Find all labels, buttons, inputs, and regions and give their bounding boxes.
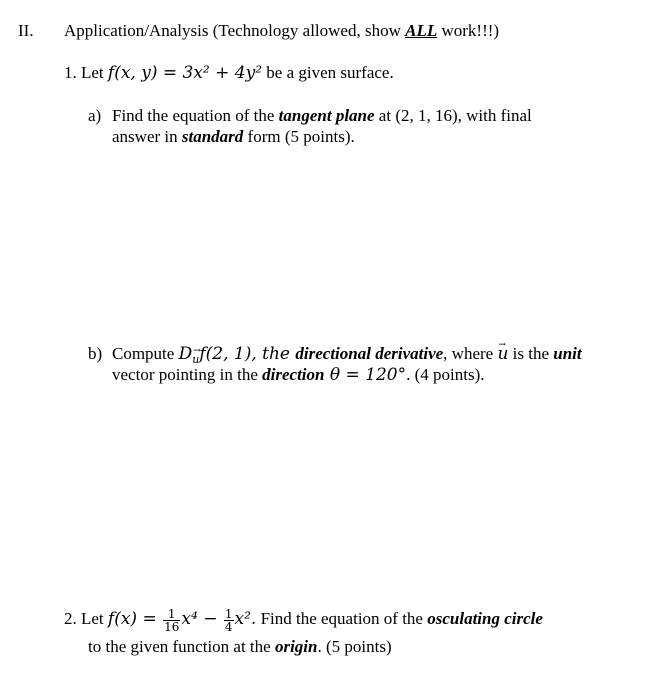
part-b-derivative-d: D — [178, 344, 193, 364]
problem1-number: 1. — [64, 63, 77, 82]
fraction-1-denominator: 16 — [164, 619, 180, 634]
part-b-text: Compute — [112, 344, 179, 363]
problem1-function: f(x, y) = 3x² + 4y² — [107, 63, 263, 83]
problem2-fraction-1 — [163, 608, 180, 633]
part-a-emphasis: tangent plane — [278, 106, 375, 125]
part-b-text-2-tail: . (4 points). — [406, 365, 485, 384]
part-a-line-2 — [112, 127, 355, 147]
part-b-theta: θ = 120° — [324, 365, 407, 385]
part-a-emphasis-2: standard — [181, 127, 244, 146]
part-a-text-2: answer in — [112, 127, 182, 146]
part-b-derivative — [179, 344, 296, 364]
problem2-emphasis: osculating circle — [427, 609, 543, 628]
part-b-text-mid: , where — [443, 344, 498, 363]
fraction-2-denominator: 4 — [224, 619, 233, 634]
part-b-text-after: is the — [508, 344, 554, 363]
part-a-label: a) — [88, 106, 102, 125]
part-b-derivative-rest: f(2, 1), the — [199, 344, 296, 364]
problem2-line-1 — [64, 604, 543, 634]
problem1-statement — [64, 63, 394, 83]
part-a-text-2-tail: form (5 points). — [243, 127, 355, 146]
section-title-tail: work!!!) — [437, 21, 500, 40]
fraction-1-numerator: 1 — [163, 608, 180, 621]
section-numeral: II. — [18, 21, 34, 40]
section-title — [64, 21, 499, 41]
part-b-line-2 — [112, 365, 485, 385]
problem2-text: Find the equation of the — [256, 609, 428, 628]
section-title-text: Application/Analysis (Technology allowed, show — [64, 21, 406, 40]
problem2-term-2: x². — [234, 609, 257, 629]
problem2-line-2 — [88, 637, 392, 657]
part-a-text-tail: at (2, 1, 16), with final — [374, 106, 532, 125]
part-b-label: b) — [88, 344, 103, 363]
problem2-text-2-tail: . (5 points) — [317, 637, 392, 656]
part-b-emphasis-direction: direction — [262, 365, 325, 384]
problem1-lead: Let — [81, 63, 108, 82]
part-a-text: Find the equation of the — [112, 106, 279, 125]
problem2-emphasis-origin: origin — [274, 637, 318, 656]
fraction-2-numerator: 1 — [224, 606, 233, 621]
section-title-emphasis: ALL — [405, 21, 438, 40]
part-b-emphasis: directional derivative — [295, 344, 444, 363]
part-b-text-2: vector pointing in the — [112, 365, 263, 384]
problem2-text-2: to the given function at the — [88, 637, 275, 656]
part-b-vector-u: u → — [497, 344, 508, 364]
part-a-line-1 — [112, 106, 532, 126]
problem2-fraction-2 — [224, 608, 234, 633]
problem2-function-lhs: f(x) = — [107, 609, 163, 629]
problem2-lead: Let — [81, 609, 108, 628]
problem2-number: 2. — [64, 609, 77, 628]
problem2-term-1: x⁴ − — [181, 609, 223, 629]
part-b-emphasis-unit: unit — [553, 344, 582, 363]
problem1-tail: be a given surface. — [262, 63, 394, 82]
part-b-subscript-vector: $_u$ → — [192, 350, 199, 370]
